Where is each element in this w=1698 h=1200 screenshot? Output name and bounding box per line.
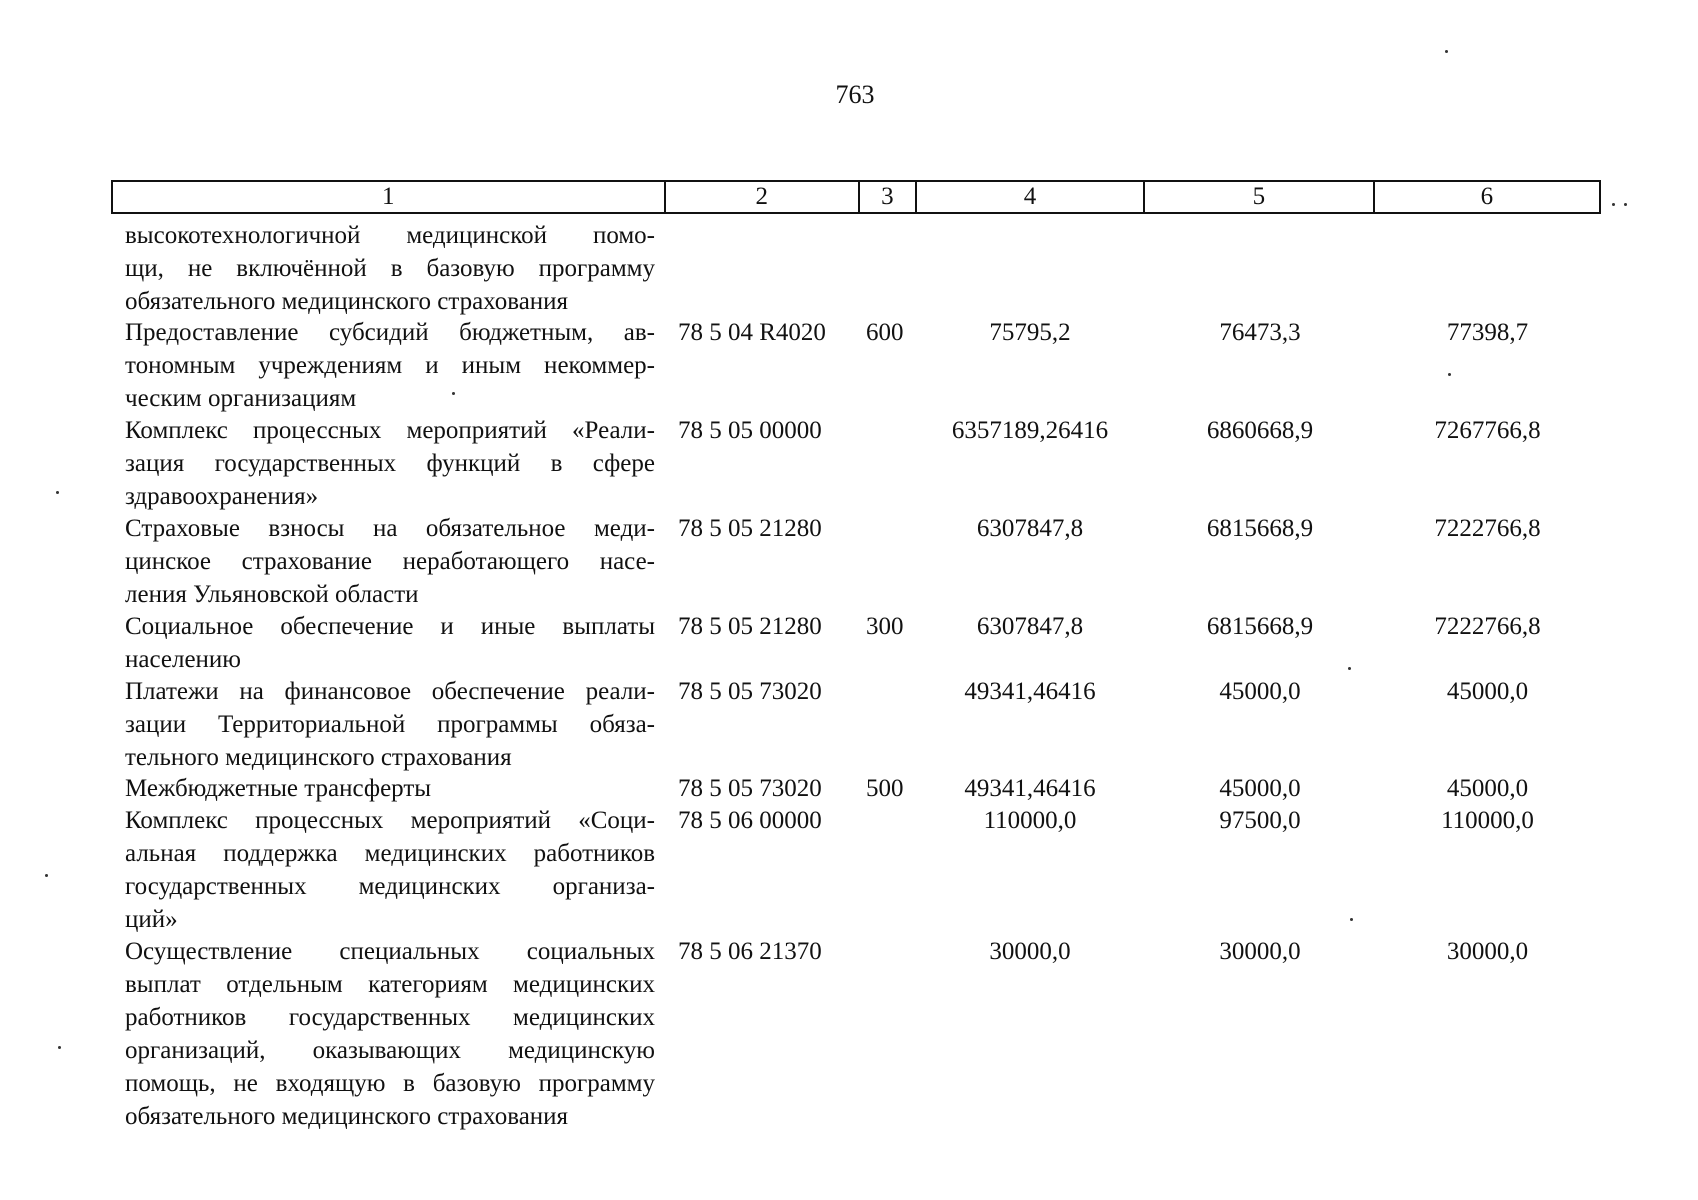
row-code: 78 5 05 73020: [678, 678, 822, 705]
row-description: [125, 414, 655, 513]
column-header-2: 2: [666, 182, 860, 212]
row-value-6: 110000,0: [1441, 807, 1534, 834]
row-value-5: 6815668,9: [1206, 515, 1314, 542]
row-description: [125, 316, 655, 415]
row-value-4: 6307847,8: [976, 613, 1084, 640]
row-description: [125, 219, 655, 318]
row-code: 78 5 04 R4020: [678, 319, 826, 346]
row-description: [125, 675, 655, 774]
row-expense-type: 300: [866, 613, 904, 640]
column-header-3: 3: [860, 182, 917, 212]
description-line: ций»: [125, 906, 178, 933]
row-value-6: 45000,0: [1446, 678, 1529, 705]
row-value-5: 6815668,9: [1206, 613, 1314, 640]
scan-speck: [56, 491, 59, 494]
row-value-5: 45000,0: [1219, 678, 1301, 705]
description-line: Социальное обеспечение и иные выплаты: [125, 613, 655, 640]
description-line: Комплекс процессных мероприятий «Реали-: [125, 417, 655, 444]
row-value-4: 49341,46416: [964, 775, 1096, 802]
description-line: населению: [125, 646, 241, 673]
row-description: [125, 804, 655, 936]
scan-speck: [452, 392, 455, 395]
row-description: [125, 610, 655, 676]
scan-speck: [1445, 50, 1448, 53]
description-line: работников государственных медицинских: [125, 1004, 655, 1031]
row-value-4: 49341,46416: [964, 678, 1096, 705]
row-value-5: 30000,0: [1219, 938, 1301, 965]
description-line: цинское страхование неработающего насе-: [125, 548, 655, 575]
row-value-4: 30000,0: [989, 938, 1071, 965]
description-line: Страховые взносы на обязательное меди-: [125, 515, 655, 542]
row-value-6: 77398,7: [1446, 319, 1529, 346]
scan-speck: [1624, 203, 1627, 206]
row-value-5: 45000,0: [1219, 775, 1301, 802]
description-line: Комплекс процессных мероприятий «Соци-: [125, 807, 655, 834]
row-value-4: 6357189,26416: [951, 417, 1109, 444]
row-code: 78 5 05 00000: [678, 417, 822, 444]
description-line: альная поддержка медицинских работников: [125, 840, 655, 867]
description-line: ческим организациям: [125, 385, 357, 412]
description-line: обязательного медицинского страхования: [125, 288, 569, 315]
description-line: ления Ульяновской области: [125, 581, 419, 608]
row-value-4: 110000,0: [983, 807, 1077, 834]
description-line: тельного медицинского страхования: [125, 744, 512, 771]
description-line: организаций, оказывающих медицинскую: [125, 1037, 655, 1064]
row-code: 78 5 05 21280: [678, 515, 822, 542]
row-expense-type: 500: [866, 775, 904, 802]
row-value-5: 6860668,9: [1206, 417, 1314, 444]
column-header-5: 5: [1145, 182, 1374, 212]
row-value-5: 76473,3: [1219, 319, 1301, 346]
description-line: зации Территориальной программы обяза-: [125, 711, 655, 738]
description-line: помощь, не входящую в базовую программу: [125, 1070, 655, 1097]
row-value-4: 75795,2: [989, 319, 1071, 346]
scan-speck: [1350, 918, 1353, 921]
description-line: выплат отдельным категориям медицинских: [125, 971, 655, 998]
row-description: [125, 512, 655, 611]
scan-speck: [1612, 203, 1615, 206]
page-number: 763: [835, 80, 875, 109]
description-line: Осуществление специальных социальных: [125, 938, 655, 965]
description-line: Платежи на финансовое обеспечение реали-: [125, 678, 655, 705]
column-header-1: 1: [113, 182, 666, 212]
row-value-6: 7267766,8: [1434, 417, 1541, 444]
row-value-5: 97500,0: [1219, 807, 1301, 834]
row-value-6: 7222766,8: [1434, 613, 1541, 640]
row-value-6: 30000,0: [1446, 938, 1529, 965]
row-expense-type: 600: [866, 319, 904, 346]
row-value-4: 6307847,8: [976, 515, 1084, 542]
description-line: Предоставление субсидий бюджетным, ав-: [125, 319, 655, 346]
description-line: зация государственных функций в сфере: [125, 450, 655, 477]
row-value-6: 45000,0: [1446, 775, 1529, 802]
scan-speck: [1448, 373, 1451, 376]
row-code: 78 5 05 73020: [678, 775, 822, 802]
description-line: государственных медицинских организа-: [125, 873, 655, 900]
row-code: 78 5 05 21280: [678, 613, 822, 640]
row-description: [125, 935, 655, 1133]
description-line: высокотехнологичной медицинской помо-: [125, 222, 655, 249]
column-header-6: 6: [1480, 183, 1494, 210]
description-line: обязательного медицинского страхования: [125, 1103, 569, 1130]
description-line: здравоохранения»: [125, 483, 319, 510]
scan-speck: [45, 874, 48, 877]
row-value-6: 7222766,8: [1434, 515, 1541, 542]
description-line: Межбюджетные трансферты: [125, 775, 432, 802]
scan-speck: [58, 1046, 61, 1049]
row-description: [125, 772, 655, 805]
description-line: тономным учреждениям и иным некоммер-: [125, 352, 655, 379]
row-code: 78 5 06 00000: [678, 807, 822, 834]
scan-speck: [1348, 667, 1351, 670]
row-code: 78 5 06 21370: [678, 938, 822, 965]
column-header-4: 4: [917, 182, 1145, 212]
description-line: щи, не включённой в базовую программу: [125, 255, 655, 282]
